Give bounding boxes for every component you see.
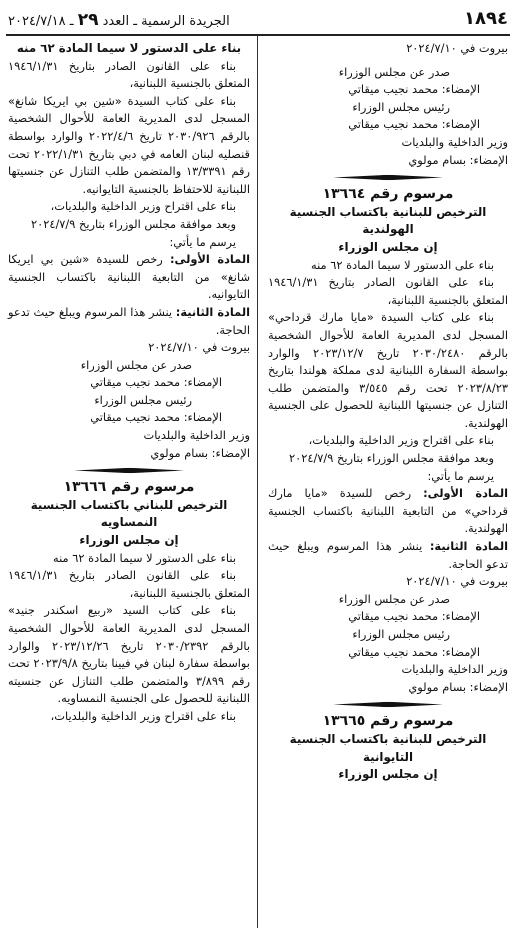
paragraph: وبعد موافقة مجلس الوزراء بتاريخ ٢٠٢٤/٧/٩: [31, 216, 236, 231]
place-date: بيروت في ٢٠٢٤/٧/١٠: [406, 41, 508, 55]
issue-date: ـ ٢٠٢٤/٧/١٨: [8, 14, 74, 29]
section-ornament: [333, 700, 443, 709]
sig-line: رئيس مجلس الوزراء: [94, 392, 192, 407]
paragraph-heading: بناء على الدستور لا سيما المادة ٦٢ منه: [16, 41, 242, 55]
place-date: بيروت في ٢٠٢٤/٧/١٠: [406, 574, 508, 589]
column-divider: [257, 36, 258, 928]
page-header: [6, 6, 510, 32]
decree-title: مرسوم رقم ١٣٦٦٥: [322, 713, 454, 730]
sig-line: وزير الداخلية والبلديات: [401, 662, 508, 677]
council-heading: إن مجلس الوزراء: [338, 767, 438, 782]
section-ornament: [333, 173, 443, 182]
article-text: ينشر هذا المرسوم ويبلغ حيث تدعو الحاجة.: [8, 304, 250, 337]
right-column: [268, 40, 508, 784]
council-heading: إن مجلس الوزراء: [338, 239, 438, 254]
paragraph: بناء على القانون الصادر بتاريخ ١٩٤٦/١/٣١ المتعلق بالجنسية اللبنانية،: [8, 58, 250, 91]
gazette-name: الجريدة الرسمية ـ العدد: [102, 14, 230, 29]
decree-title: مرسوم رقم ١٣٦٦٦: [63, 479, 195, 496]
decree-subtitle: الترخيص للبنانية باكتساب الجنسية التايوانية: [289, 731, 487, 764]
article: [268, 538, 508, 573]
paragraph: وبعد موافقة مجلس الوزراء بتاريخ ٢٠٢٤/٧/٩: [289, 451, 494, 466]
paragraph: بناء على القانون الصادر بتاريخ ١٩٤٦/١/٣١ المتعلق بالجنسية اللبنانية،: [8, 568, 250, 600]
paragraph: بناء على كتاب السيدة «شين بي ايريكا شانغ» المسجل لدى المديرية العامة للأحوال الشخصية بالرقم ٢٠٣٠/٩٢٦ تاريخ ٢٠٢٢/٤/٦ والوارد بواسطة قنصليه لبنان العامه في دبي بتاريخ ٢٠٢٢/١/٣١ تحت رقم ١٣/٣٣٩١ والمتضمن طلب التنازل عن جنسيتها اللبنانية للاحتفاظ بالجنسية التايوانيه.: [8, 93, 251, 196]
section-ornament: [74, 466, 184, 475]
paragraph: بناء على كتاب السيد «ربيع اسكندر جنيد» المسجل لدى المديرية العامة للأحوال الشخصية بالرقم ٢٠٣٠/٢٣٩٢ تاريخ ٢٠٢٣/١٢/٢٦ والوارد بواسطة سفارة لبنان في فيينا بتاريخ ٢٠٢٣/٩/٨ تحت رقم ٣/٨٩٩ والمتضمن طلب التنازل عن جنسيته اللبنانية للحصول على الجنسية النمساويه.: [8, 603, 250, 706]
article-label: المادة الأولى:: [170, 252, 251, 267]
decree-subtitle: الترخيص للبناني باكتساب الجنسية النمساويه: [30, 497, 228, 530]
council-heading: إن مجلس الوزراء: [79, 533, 179, 548]
article: [8, 251, 250, 304]
decree-title: مرسوم رقم ١٣٦٦٤: [322, 186, 454, 203]
paragraph: بناء على اقتراح وزير الداخلية والبلديات،: [50, 199, 236, 214]
sig-line: رئيس مجلس الوزراء: [352, 627, 450, 641]
paragraph: بناء على الدستور لا سيما المادة ٦٢ منه: [311, 257, 494, 272]
sig-line: الإمضاء: محمد نجيب ميقاتي: [348, 117, 480, 132]
paragraph: بناء على كتاب السيدة «مايا مارك قرداحي» المسجل لدى المديرية العامة للأحوال الشخصية بالرقم ٢٠٣٠/٢٤٨٠ تاريخ ٢٠٢٣/١٢/٧ والوارد بواسطة السفارة اللبنانية لدى مملكة هولندا بتاريخ ٢٠٢٣/٨/٢٣ تحت رقم ٣/٥٤٥ والمتضمن طلب التنازل عن جنسيتها اللبنانية للحصول على الجنسية الهولندية.: [268, 310, 508, 430]
article-label: المادة الثانية:: [175, 304, 250, 319]
sig-line: الإمضاء: بسام مولوي: [408, 152, 508, 167]
article-text: ينشر هذا المرسوم ويبلغ حيث تدعو الحاجة.: [268, 539, 508, 571]
sig-line: صدر عن مجلس الوزراء: [80, 357, 192, 372]
sig-line: الإمضاء: محمد نجيب ميقاتي: [348, 609, 480, 624]
article-text: رخص للسيدة «مايا مارك قرداحي» من التابعية اللبنانية باكتساب الجنسية الهولندية.: [268, 486, 508, 536]
paragraph: بناء على اقتراح وزير الداخلية والبلديات،: [308, 433, 494, 448]
sig-line: وزير الداخلية والبلديات: [143, 428, 250, 443]
sig-line: صدر عن مجلس الوزراء: [338, 591, 450, 606]
page-number: ١٨٩٤: [464, 8, 508, 29]
place-date: بيروت في ٢٠٢٤/٧/١٠: [148, 340, 250, 355]
sig-line: الإمضاء: محمد نجيب ميقاتي: [90, 375, 222, 390]
sig-line: الإمضاء: محمد نجيب ميقاتي: [348, 644, 480, 659]
header-rule: [6, 34, 510, 36]
article-label: المادة الأولى:: [423, 486, 509, 501]
issue-number: ٢٩: [77, 10, 99, 30]
sig-line: الإمضاء: بسام مولوي: [408, 679, 508, 694]
article: [8, 304, 250, 339]
sig-line: صدر عن مجلس الوزراء: [338, 64, 450, 79]
article-text: رخص للسيدة «شين بي ايريكا شانغ» من التابعية اللبنانية باكتساب الجنسية التايوانيه.: [8, 252, 250, 302]
decree-subtitle: الترخيص للبنانية باكتساب الجنسية الهولندية: [289, 204, 487, 237]
paragraph: يرسم ما يأتي:: [169, 234, 236, 249]
sig-line: الإمضاء: محمد نجيب ميقاتي: [348, 82, 480, 97]
running-header: [8, 10, 230, 30]
left-column: [8, 40, 250, 726]
sig-line: وزير الداخلية والبلديات: [401, 134, 508, 149]
paragraph: يرسم ما يأتي:: [427, 468, 494, 483]
paragraph: بناء على القانون الصادر بتاريخ ١٩٤٦/١/٣١ المتعلق بالجنسية اللبنانية،: [268, 275, 508, 307]
paragraph: بناء على اقتراح وزير الداخلية والبلديات،: [50, 708, 236, 723]
sig-line: رئيس مجلس الوزراء: [352, 99, 450, 114]
sig-line: الإمضاء: محمد نجيب ميقاتي: [90, 410, 222, 425]
article-label: المادة الثانية:: [429, 539, 508, 554]
paragraph: بناء على الدستور لا سيما المادة ٦٢ منه: [53, 550, 236, 565]
article: [268, 485, 508, 538]
sig-line: الإمضاء: بسام مولوي: [150, 445, 250, 460]
